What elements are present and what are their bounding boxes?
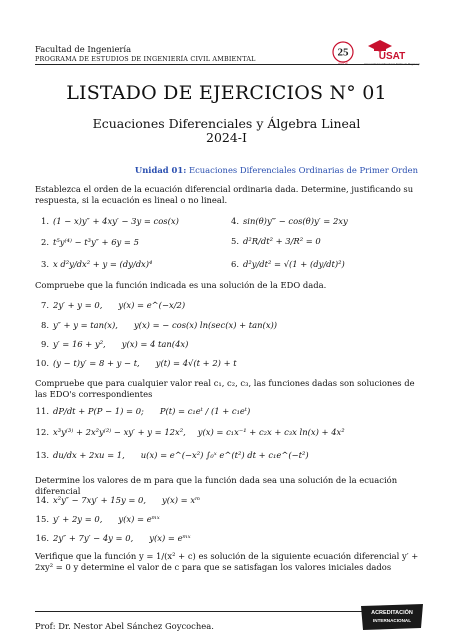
exercise-solution: y(x) = eᵐˣ bbox=[149, 533, 191, 543]
badge-line1: ACREDITACIÓN bbox=[371, 610, 413, 616]
exercise-14: 14. x²y″ − 7xy′ + 15y = 0, y(x) = xᵐ bbox=[35, 495, 201, 505]
exercise-equation: (1 − x)y″ + 4xy′ − 3y = cos(x) bbox=[53, 216, 179, 226]
section4-intro: Determine los valores de m para que la función dada sea una solución de la ecuación diferencial bbox=[35, 475, 398, 497]
exercise-number: 5. bbox=[231, 236, 239, 246]
section3-intro: Compruebe que para cualquier valor real c₁, c₂, c₃, las funciones dadas son soluciones de las EDO's correspondientes bbox=[35, 378, 415, 400]
usat-subtitle: Universidad Católica Santo Toribio de Mogrovejo bbox=[364, 63, 420, 66]
exercise-equation: 2y′ + y = 0, bbox=[53, 300, 103, 310]
exercise-number: 3. bbox=[41, 259, 49, 269]
exercise-9: 9. y′ = 16 + y², y(x) = 4 tan(4x) bbox=[41, 339, 189, 349]
exercise-1 bbox=[35, 216, 179, 226]
exercise-equation: x²y″ − 7xy′ + 15y = 0, bbox=[53, 495, 147, 505]
section5-intro: Verifique que la función y = 1/(x² + c) es solución de la siguiente ecuación diferencial y′ + 2xy² = 0 y determine el valor de c para que se satisfagan los valores iniciales dados bbox=[35, 551, 419, 573]
exercise-equation: du/dx + 2xu = 1, bbox=[53, 450, 125, 460]
course-name: Ecuaciones Diferenciales y Álgebra Lineal bbox=[92, 116, 361, 131]
exercise-equation: x d²y/dx² + y = (dy/dx)⁴ bbox=[53, 259, 153, 269]
exercise-equation: (y − t)y′ = 8 + y − t, bbox=[53, 358, 140, 368]
usat-wordmark: USAT bbox=[378, 51, 406, 62]
section2-intro: Compruebe que la función indicada es una solución de la EDO dada. bbox=[35, 280, 327, 290]
exercise-5 bbox=[225, 236, 321, 246]
header-rule bbox=[35, 64, 419, 65]
exercise-equation: 2y″ + 7y′ − 4y = 0, bbox=[53, 533, 134, 543]
exercise-equation: dP/dt + P(P − 1) = 0; bbox=[53, 406, 144, 416]
unit-label: Unidad 01: bbox=[134, 165, 187, 175]
exercise-equation: y′ = 16 + y², bbox=[53, 339, 106, 349]
page-subtitle bbox=[0, 117, 453, 145]
exercise-solution: y(t) = 4√(t + 2) + t bbox=[155, 358, 237, 368]
term: 2024-I bbox=[206, 129, 247, 145]
program-name: PROGRAMA DE ESTUDIOS DE INGENIERÍA CIVIL AMBIENTAL bbox=[35, 55, 256, 63]
exercise-15: 15. y′ + 2y = 0, y(x) = eᵐˣ bbox=[35, 514, 160, 524]
exercise-number: 6. bbox=[231, 259, 239, 269]
exercise-solution: y(x) = − cos(x) ln(sec(x) + tan(x)) bbox=[133, 320, 278, 330]
unit-title: Ecuaciones Diferenciales Ordinarias de Primer Orden bbox=[188, 165, 418, 175]
badge-line2: INTERNACIONAL bbox=[372, 618, 412, 623]
exercise-6 bbox=[225, 259, 345, 269]
exercise-equation: y′ + 2y = 0, bbox=[53, 514, 103, 524]
exercise-3 bbox=[35, 259, 152, 269]
unit-heading bbox=[135, 165, 418, 175]
professor-name: Prof: Dr. Nestor Abel Sánchez Goycochea. bbox=[35, 621, 214, 631]
exercise-solution: P(t) = c₁eᵗ / (1 + c₁eᵗ) bbox=[159, 406, 251, 416]
exercise-13: 13. du/dx + 2xu = 1, u(x) = e^(−x²) ∫₀ˣ e^(t²) dt + c₁e^(−t²) bbox=[35, 450, 309, 460]
exercise-solution: y(x) = eᵐˣ bbox=[118, 514, 160, 524]
exercise-equation: sin(θ)y‴ − cos(θ)y′ = 2xy bbox=[243, 216, 348, 226]
exercise-12: 12. x³y⁽³⁾ + 2x²y⁽²⁾ − xy′ + y = 12x², y(x) = c₁x⁻¹ + c₂x + c₃x ln(x) + 4x² bbox=[35, 427, 345, 437]
exercise-solution: y(x) = c₁x⁻¹ + c₂x + c₃x ln(x) + 4x² bbox=[197, 427, 345, 437]
exercise-number: 1. bbox=[41, 216, 49, 226]
exercise-solution: y(x) = 4 tan(4x) bbox=[121, 339, 189, 349]
accreditation-badge bbox=[359, 602, 425, 632]
section1-intro: Establezca el orden de la ecuación diferencial ordinaria dada. Determine, justificando su respuesta, si la ecuación es lineal o no lineal. bbox=[35, 184, 414, 206]
exercise-equation: t⁵y⁽⁴⁾ − t³y″ + 6y = 5 bbox=[53, 237, 139, 247]
anniversary-number: 25 bbox=[337, 46, 349, 59]
exercise-equation: x³y⁽³⁾ + 2x²y⁽²⁾ − xy′ + y = 12x², bbox=[53, 427, 186, 437]
exercise-solution: y(x) = xᵐ bbox=[162, 495, 201, 505]
exercise-number: 2. bbox=[41, 237, 49, 247]
exercise-equation: d²y/dt² = √(1 + (dy/dt)²) bbox=[243, 259, 345, 269]
exercise-solution: y(x) = e^(−x/2) bbox=[118, 300, 186, 310]
exercise-number: 4. bbox=[231, 216, 239, 226]
exercise-equation: y″ + y = tan(x), bbox=[53, 320, 118, 330]
exercise-2 bbox=[35, 237, 139, 247]
exercise-equation: d²R/dt² + 3/R² = 0 bbox=[243, 236, 321, 246]
page-title: LISTADO DE EJERCICIOS N° 01 bbox=[66, 82, 387, 104]
anniversary-logo bbox=[330, 40, 356, 66]
exercise-10: 10. (y − t)y′ = 8 + y − t, y(t) = 4√(t + 2) + t bbox=[35, 358, 237, 368]
exercise-4 bbox=[225, 216, 348, 226]
exercise-7: 7. 2y′ + y = 0, y(x) = e^(−x/2) bbox=[41, 300, 186, 310]
exercise-8: 8. y″ + y = tan(x), y(x) = − cos(x) ln(sec(x) + tan(x)) bbox=[41, 320, 278, 330]
anniversary-sub: AÑOS bbox=[338, 62, 348, 66]
exercise-solution: u(x) = e^(−x²) ∫₀ˣ e^(t²) dt + c₁e^(−t²) bbox=[140, 450, 309, 460]
exercise-16: 16. 2y″ + 7y′ − 4y = 0, y(x) = eᵐˣ bbox=[35, 533, 191, 543]
exercise-11: 11. dP/dt + P(P − 1) = 0; P(t) = c₁eᵗ / (1 + c₁eᵗ) bbox=[35, 406, 251, 416]
faculty-name: Facultad de Ingeniería bbox=[35, 44, 132, 54]
